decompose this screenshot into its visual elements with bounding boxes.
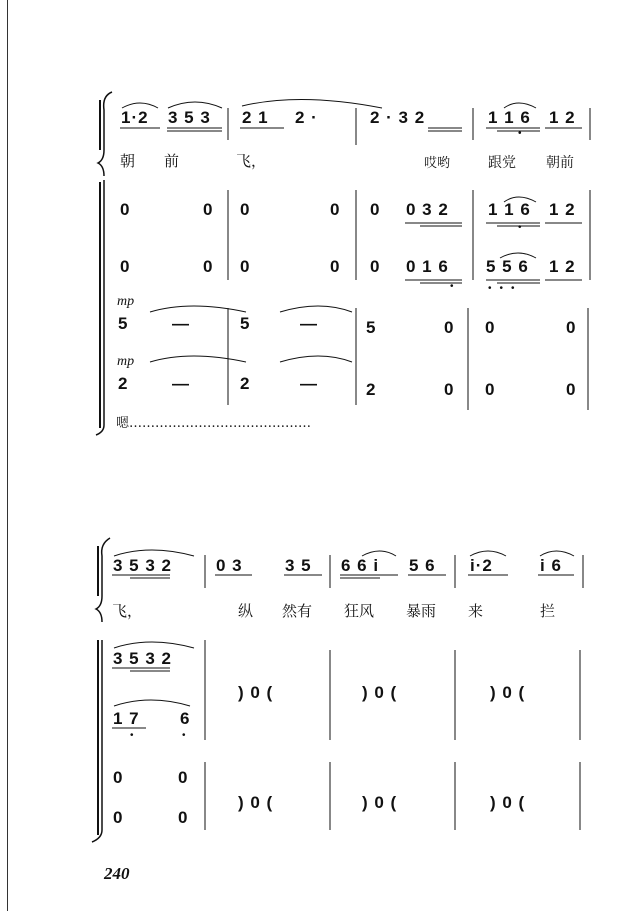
s1-lyric-5: 跟党 [488,155,516,171]
s1-choir-b-2: 0 [203,257,214,276]
s1-low-a-6: 0 [444,318,455,337]
s1-choir-a-3: 0 [240,200,251,219]
s2-lyric-3: 然有 [282,602,313,620]
s2-low-2: 0 [178,768,189,787]
s1-lyric-6: 朝前 [546,155,574,171]
s2-voice-note-5: 5 6 [409,556,436,575]
s1-choir-b-4: 0 [330,257,341,276]
s1-choir-b-3: 0 [240,257,251,276]
s1-voice-note-1: 1·2 [121,108,149,127]
s2-voice-note-3: 3 5 [285,556,312,575]
s1-lyric-4: 哎哟 [424,156,451,171]
page-number: 240 [104,864,130,883]
s1-low-b-dynamic: mp [117,354,135,369]
s1-lyric-1: 朝 [120,152,136,170]
s2-choir-b-1: 1 7 [113,709,140,728]
s1-choir-a-8: 1 2 [549,200,576,219]
s1-low-b-2: — [172,374,190,393]
s1-lyric-2: 前 [164,152,180,170]
s2-lyric-7: 拦 [540,602,556,620]
s2-low-1: 0 [113,768,124,787]
s1-choir-a-1: 0 [120,200,131,219]
s1-voice-note-5: 2 · 3 2 [370,108,426,127]
s2-voice-note-1: 3 5 3 2 [113,556,172,575]
s1-choir-a-4: 0 [330,200,341,219]
s1-low-a-4: — [300,314,318,333]
s1-choir-b-5: 0 [370,257,381,276]
s2-dot: • [182,730,186,741]
s1-lyric-3: 飞， [236,152,267,170]
s1-low-b-3: 2 [240,374,251,393]
s1-dots: • [450,281,454,292]
s2-low-7: ) 0 ( [490,793,526,812]
s1-low-b-6: 0 [444,380,455,399]
s2-low-3: 0 [113,808,124,827]
s1-low-b-8: 0 [566,380,577,399]
s1-choir-b-8: 1 2 [549,257,576,276]
s2-choir-b-2: 6 [180,709,191,728]
s2-choir-a-3: ) 0 ( [362,683,398,702]
s2-low-4: 0 [178,808,189,827]
s1-voice-note-2: 3 5 3 [168,108,211,127]
s2-voice-note-2: 0 3 [216,556,243,575]
s2-voice-note-6: i·2 [470,556,493,575]
s1-choir-b-7: 5 5 6 [486,257,529,276]
s1-choir-a-5: 0 [370,200,381,219]
s1-low-b-4: — [300,374,318,393]
s1-dot: • [518,128,522,139]
s2-low-5: ) 0 ( [238,793,274,812]
s1-low-b-1: 2 [118,374,129,393]
s1-low-b-7: 0 [485,380,496,399]
s2-voice-note-4: 6 6 i [341,556,380,575]
s1-voice-note-6: 1 1 6 [488,108,531,127]
s2-dot: • [130,730,134,741]
s1-low-a-3: 5 [240,314,251,333]
s2-lyric-1: 飞， [112,602,143,620]
s1-voice-note-3: 2 1 [242,108,269,127]
s2-lyric-6: 来 [468,602,484,620]
s1-dots: ••• [488,283,523,294]
s1-choir-a-6: 0 3 2 [406,200,449,219]
s1-choir-b-6: 0 1 6 [406,257,449,276]
s1-low-a-7: 0 [485,318,496,337]
s1-choir-b-1: 0 [120,257,131,276]
s1-dot: • [518,222,522,233]
s1-low-a-5: 5 [366,318,377,337]
s2-lyric-2: 纵 [238,602,254,620]
s2-choir-a-1: 3 5 3 2 [113,649,172,668]
s1-low-a-2: — [172,314,190,333]
s1-voice-note-7: 1 2 [549,108,576,127]
s1-low-a-dynamic: mp [117,294,135,309]
s1-low-b-5: 2 [366,380,377,399]
s2-choir-a-4: ) 0 ( [490,683,526,702]
s2-low-6: ) 0 ( [362,793,398,812]
s2-lyric-4: 狂风 [344,602,375,620]
s2-voice-note-7: i 6 [540,556,562,575]
s1-hum-lyric: 嗯…………………………………… [116,416,312,431]
s1-low-a-8: 0 [566,318,577,337]
s1-choir-a-2: 0 [203,200,214,219]
s1-voice-note-4: 2 · [295,108,318,127]
s2-lyric-5: 暴雨 [406,602,437,620]
s1-choir-a-7: 1 1 6 [488,200,531,219]
s2-choir-a-2: ) 0 ( [238,683,274,702]
s1-low-a-1: 5 [118,314,129,333]
